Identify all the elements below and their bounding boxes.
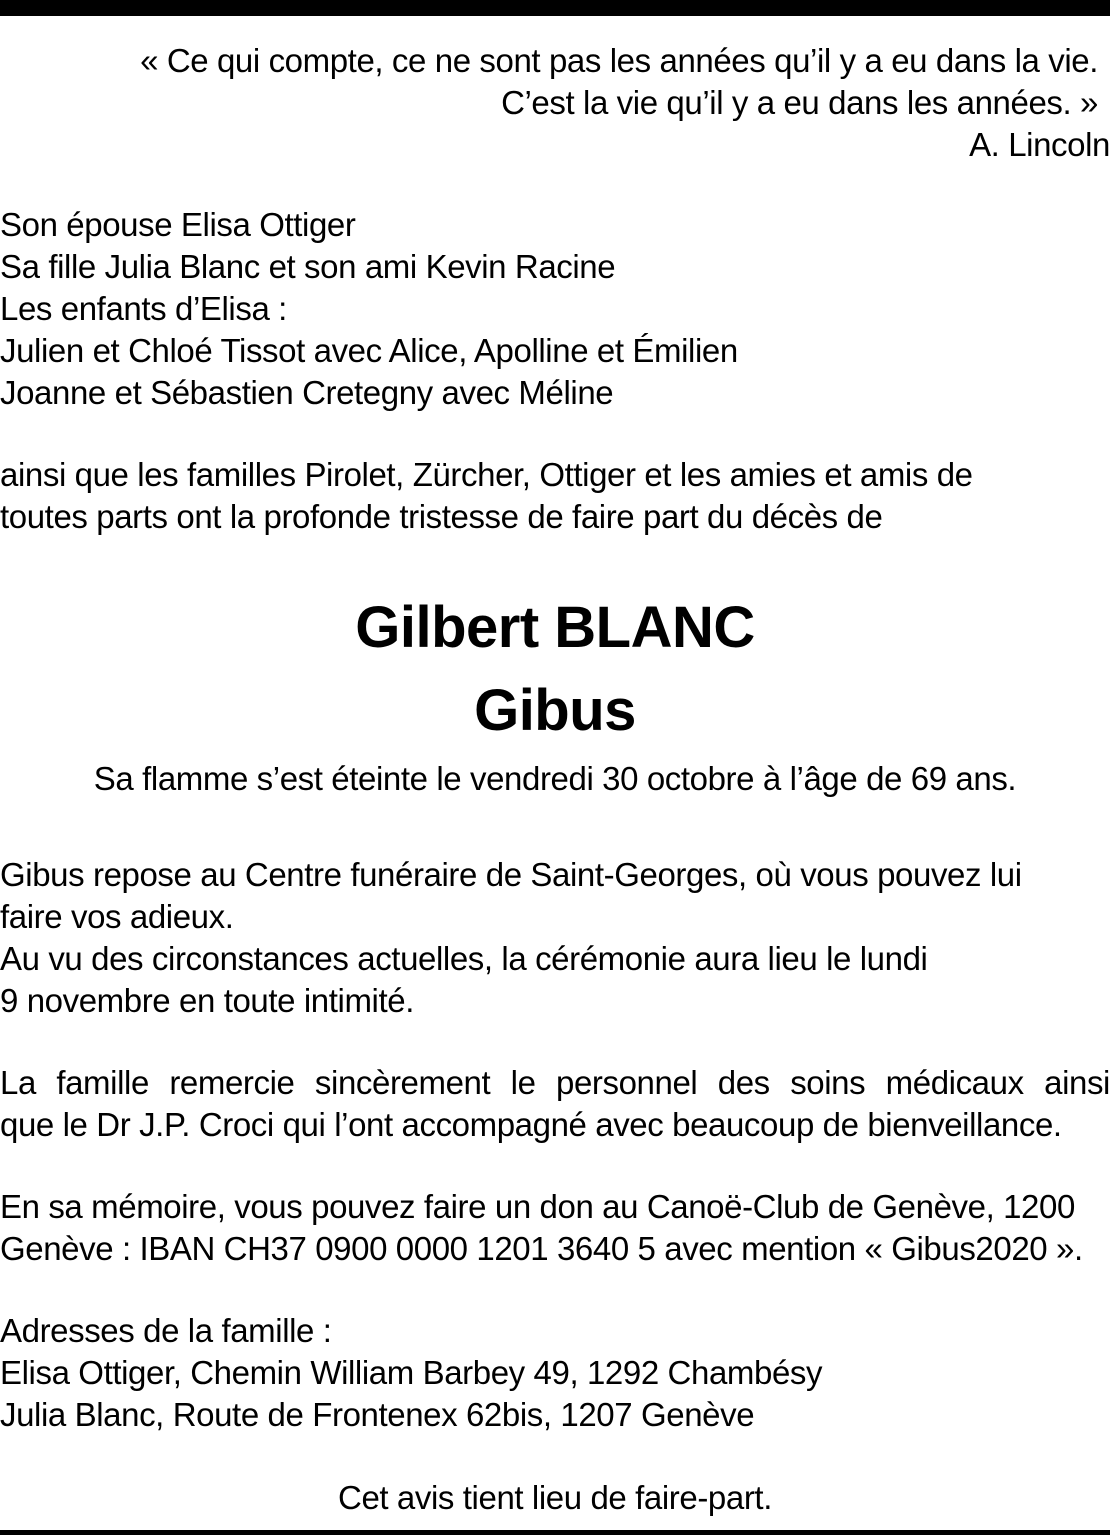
family-line: Les enfants d’Elisa :: [0, 290, 287, 327]
donation-line: Genève : IBAN CH37 0900 0000 1201 3640 5 avec mention « Gibus2020 ».: [0, 1230, 1083, 1267]
announcement-line: ainsi que les familles Pirolet, Zürcher, Ottiger et les amies et amis de: [0, 456, 973, 493]
quote-line-2: C’est la vie qu’il y a eu dans les années. »: [501, 84, 1098, 121]
family-line: Son épouse Elisa Ottiger: [0, 206, 356, 243]
rest-line: Au vu des circonstances actuelles, la cérémonie aura lieu le lundi: [0, 940, 928, 977]
quote-author: A. Lincoln: [969, 126, 1110, 163]
deceased-name: Gilbert BLANC: [355, 595, 755, 660]
quote-line-1: « Ce qui compte, ce ne sont pas les années qu’il y a eu dans la vie.: [140, 42, 1098, 79]
rest-line: 9 novembre en toute intimité.: [0, 982, 414, 1019]
announcement-line: toutes parts ont la profonde tristesse de faire part du décès de: [0, 498, 883, 535]
bottom-rule: [0, 1530, 1110, 1535]
death-notice: Sa flamme s’est éteinte le vendredi 30 octobre à l’âge de 69 ans.: [93, 760, 1017, 797]
family-line: Joanne et Sébastien Cretegny avec Méline: [0, 374, 614, 411]
family-line: Julien et Chloé Tissot avec Alice, Apolline et Émilien: [0, 332, 738, 369]
donation-line: En sa mémoire, vous pouvez faire un don au Canoë-Club de Genève, 1200: [0, 1188, 1075, 1225]
addresses-heading: Adresses de la famille :: [0, 1312, 332, 1349]
rest-line: faire vos adieux.: [0, 898, 234, 935]
thanks-line: La famille remercie sincèrement le personnel des soins médicaux ainsi: [0, 1064, 1110, 1101]
rest-line: Gibus repose au Centre funéraire de Saint-Georges, où vous pouvez lui: [0, 856, 1022, 893]
thanks-line: que le Dr J.P. Croci qui l’ont accompagné avec beaucoup de bienveillance.: [0, 1106, 1062, 1143]
family-line: Sa fille Julia Blanc et son ami Kevin Racine: [0, 248, 616, 285]
address-line: Julia Blanc, Route de Frontenex 62bis, 1207 Genève: [0, 1396, 755, 1433]
footer-note: Cet avis tient lieu de faire-part.: [338, 1479, 772, 1516]
address-line: Elisa Ottiger, Chemin William Barbey 49, 1292 Chambésy: [0, 1354, 823, 1391]
deceased-nickname: Gibus: [474, 678, 636, 743]
